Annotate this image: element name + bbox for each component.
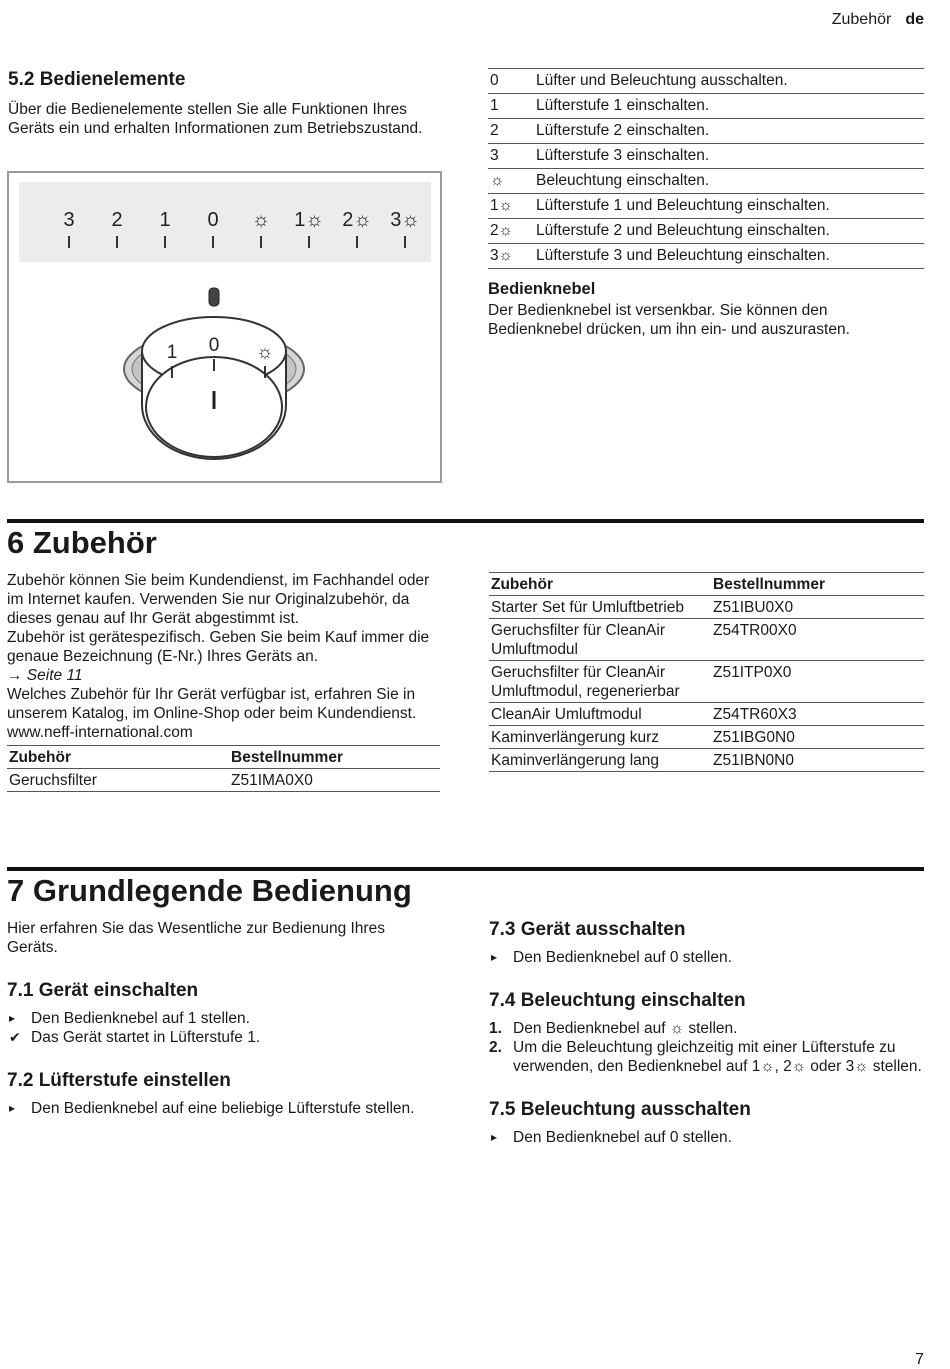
- symbol-row: [488, 169, 924, 194]
- header-section: Zubehör: [831, 11, 892, 28]
- col-header-item: Zubehör: [489, 573, 711, 596]
- control-panel-figure: [7, 171, 442, 483]
- table-row: [489, 703, 924, 726]
- symbol-description: Lüfterstufe 2 und Beleuchtung einschalten.: [536, 222, 830, 239]
- knob-label: 1: [166, 342, 178, 363]
- symbol-row: [488, 144, 924, 169]
- section-5-2: [8, 68, 440, 138]
- accessory-name: Geruchsfilter für CleanAir Umluftmodul, regenerierbar: [489, 661, 711, 703]
- symbol-cell: ☼: [490, 172, 505, 189]
- chapter-7-left: [7, 919, 440, 1118]
- order-number: Z51IBG0N0: [711, 726, 924, 749]
- symbols-table-wrap: [488, 68, 924, 339]
- instruction-step: ▸ Den Bedienknebel auf 1 stellen.: [9, 1010, 250, 1027]
- triangle-bullet-icon: ▸: [9, 1011, 16, 1025]
- symbol-description: Lüfterstufe 3 und Beleuchtung einschalten.: [536, 247, 830, 264]
- scale-label: 2☼: [342, 209, 372, 231]
- section-7-2-title: 7.2 Lüfterstufe einstellen: [7, 1070, 231, 1091]
- accessory-name: Geruchsfilter für CleanAir Umluftmodul: [489, 619, 711, 661]
- table-row: [489, 726, 924, 749]
- chapter-7-intro: Hier erfahren Sie das Wesentliche zur Bedienung Ihres Geräts.: [7, 920, 385, 956]
- symbol-cell: 0: [490, 72, 499, 89]
- accessory-name: Geruchsfilter: [7, 769, 229, 792]
- header-lang: de: [905, 11, 924, 28]
- symbols-table: [488, 68, 924, 269]
- accessory-name: Kaminverlängerung lang: [489, 749, 711, 772]
- section-7-4-title: 7.4 Beleuchtung einschalten: [489, 990, 746, 1011]
- numbered-step: 1. Den Bedienknebel auf ☼ stellen.: [489, 1020, 738, 1037]
- page-number: 7: [915, 1351, 924, 1368]
- table-row: [489, 661, 924, 703]
- section-7-3-title: 7.3 Gerät ausschalten: [489, 919, 686, 940]
- symbol-row: [488, 244, 924, 269]
- chapter-7-right: [489, 918, 924, 1147]
- accessory-name: Kaminverlängerung kurz: [489, 726, 711, 749]
- order-number: Z51IMA0X0: [229, 769, 440, 792]
- table-row: [489, 619, 924, 661]
- symbol-row: [488, 194, 924, 219]
- chapter-6-p2: Zubehör ist gerätespezifisch. Geben Sie beim Kauf immer die genaue Bezeichnung (E-Nr.) Ihres Geräts an.: [7, 629, 430, 665]
- knob-marker: [209, 288, 219, 306]
- col-header-number: Bestellnummer: [711, 573, 924, 596]
- knob-subtitle: Bedienknebel: [488, 280, 596, 298]
- control-panel-illustration: [9, 173, 440, 481]
- instruction-step: ▸ Den Bedienknebel auf eine beliebige Lüfterstufe stellen.: [9, 1100, 415, 1117]
- knob-label: ☼: [256, 342, 274, 363]
- accessory-table-right: [489, 572, 924, 772]
- symbol-description: Beleuchtung einschalten.: [536, 172, 710, 189]
- instruction-step: ▸ Den Bedienknebel auf 0 stellen.: [491, 1129, 732, 1146]
- chapter-6-p3: Welches Zubehör für Ihr Gerät verfügbar ist, erfahren Sie in unserem Katalog, im Online-Shop oder beim Kundendienst.: [7, 686, 417, 722]
- col-header-item: Zubehör: [7, 746, 229, 769]
- col-header-number: Bestellnummer: [229, 746, 440, 769]
- chapter-6-text: [7, 571, 440, 792]
- knob-description: Der Bedienknebel ist versenkbar. Sie können den Bedienknebel drücken, um ihn ein- und auszurasten.: [488, 302, 850, 338]
- chapter-7-title: 7 Grundlegende Bedienung: [7, 873, 412, 908]
- order-number: Z51IBU0X0: [711, 596, 924, 619]
- accessory-table-left: [7, 745, 440, 792]
- numbered-step: 2. Um die Beleuchtung gleichzeitig mit einer Lüfterstufe zu verwenden, den Bedienknebel auf 1☼, 2☼ oder 3☼ stellen.: [489, 1039, 922, 1075]
- order-number: Z54TR60X3: [711, 703, 924, 726]
- scale-label: 1: [159, 209, 171, 231]
- website-link[interactable]: www.neff-international.com: [7, 724, 193, 741]
- table-row: [7, 769, 440, 792]
- scale-label: ☼: [251, 209, 271, 231]
- table-row: [489, 749, 924, 772]
- triangle-bullet-icon: ▸: [9, 1101, 16, 1115]
- check-icon: ✔: [9, 1029, 21, 1045]
- symbol-row: [488, 219, 924, 244]
- symbol-cell: 2☼: [490, 222, 513, 239]
- result-step: ✔ Das Gerät startet in Lüfterstufe 1.: [9, 1029, 261, 1046]
- section-7-1-title: 7.1 Gerät einschalten: [7, 980, 199, 1001]
- table-row: [489, 596, 924, 619]
- scale-label: 3: [63, 209, 75, 231]
- symbol-description: Lüfter und Beleuchtung ausschalten.: [536, 72, 788, 89]
- scale-label: 2: [111, 209, 123, 231]
- order-number: Z51ITP0X0: [711, 661, 924, 703]
- scale-label: 3☼: [390, 209, 420, 231]
- instruction-step: ▸ Den Bedienknebel auf 0 stellen.: [491, 949, 732, 966]
- triangle-bullet-icon: ▸: [491, 1130, 498, 1144]
- knob-label: 0: [208, 335, 220, 356]
- symbol-description: Lüfterstufe 1 einschalten.: [536, 97, 710, 114]
- symbol-description: Lüfterstufe 1 und Beleuchtung einschalten.: [536, 197, 830, 214]
- symbol-description: Lüfterstufe 3 einschalten.: [536, 147, 710, 164]
- symbol-cell: 2: [490, 122, 499, 139]
- chapter-6-p1: Zubehör können Sie beim Kundendienst, im Fachhandel oder im Internet kaufen. Verwenden Sie nur Originalzubehör, da dieses genau auf Ihr Gerät abgestimmt ist.: [7, 572, 430, 627]
- symbol-cell: 3: [490, 147, 499, 164]
- order-number: Z51IBN0N0: [711, 749, 924, 772]
- symbol-cell: 1☼: [490, 197, 513, 214]
- accessory-name: CleanAir Umluftmodul: [489, 703, 711, 726]
- section-5-2-intro: Über die Bedienelemente stellen Sie alle Funktionen Ihres Geräts ein und erhalten Informationen zum Betriebszustand.: [8, 101, 423, 137]
- symbol-row: [488, 69, 924, 94]
- page-reference-link[interactable]: → Seite 11: [7, 667, 83, 684]
- accessory-table-right-wrap: [489, 572, 924, 772]
- scale-label: 0: [207, 209, 219, 231]
- order-number: Z54TR00X0: [711, 619, 924, 661]
- symbol-cell: 1: [490, 97, 499, 114]
- symbol-description: Lüfterstufe 2 einschalten.: [536, 122, 710, 139]
- accessory-name: Starter Set für Umluftbetrieb: [489, 596, 711, 619]
- symbol-cell: 3☼: [490, 247, 513, 264]
- symbol-row: [488, 119, 924, 144]
- symbol-row: [488, 94, 924, 119]
- section-5-2-title: 5.2 Bedienelemente: [8, 69, 186, 90]
- chapter-6-title: 6 Zubehör: [7, 525, 157, 560]
- scale-label: 1☼: [294, 209, 324, 231]
- page-header: [832, 10, 924, 29]
- section-7-5-title: 7.5 Beleuchtung ausschalten: [489, 1099, 751, 1120]
- triangle-bullet-icon: ▸: [491, 950, 498, 964]
